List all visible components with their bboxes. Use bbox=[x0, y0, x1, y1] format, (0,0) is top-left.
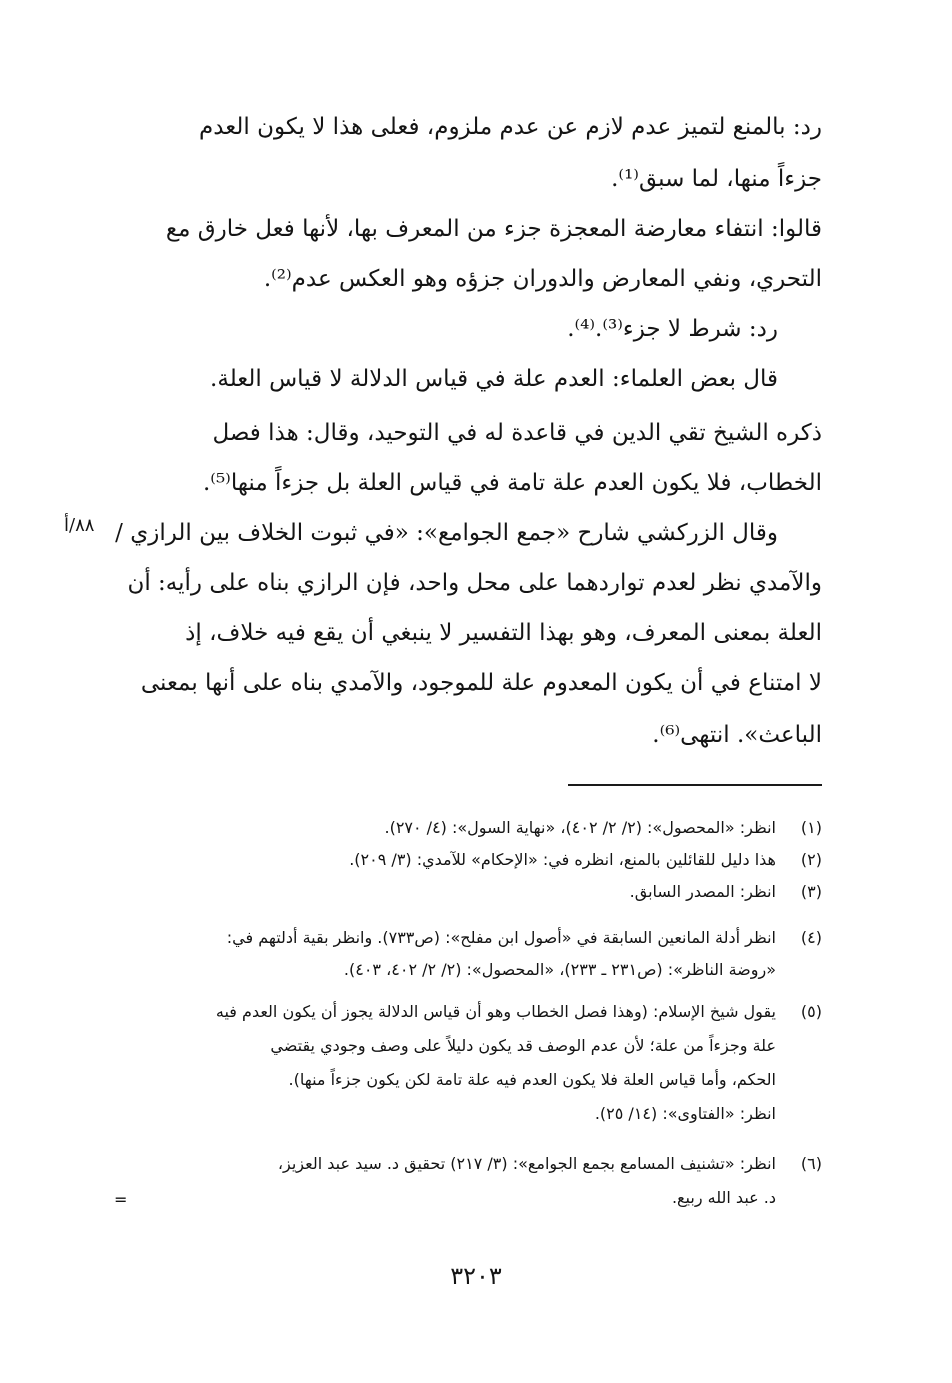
footnote-separator bbox=[568, 784, 822, 786]
text-line: الخطاب، فلا يكون العدم علة تامة في قياس العلة بل جزءاً منها⁽⁵⁾. bbox=[202, 470, 822, 496]
footnote-text: انظر: «تشنيف المسامع بجمع الجوامع»: (٣/ ٢١٧) تحقيق د. سيد عبد العزيز، bbox=[277, 1154, 776, 1173]
text-line: وقال الزركشي شارح «جمع الجوامع»: «في ثبوت الخلاف بين الرازي / bbox=[115, 520, 778, 546]
text-line: رد: بالمنع لتميز عدم لازم عن عدم ملزوم، فعلى هذا لا يكون العدم bbox=[198, 114, 822, 140]
text-line: الباعث». انتهى⁽⁶⁾. bbox=[652, 722, 822, 748]
footnote-number: (٣) bbox=[800, 882, 822, 901]
footnote-text: د. عبد الله ربيع. bbox=[671, 1188, 776, 1207]
footnote-text: علة وجزءاً من علة؛ لأن عدم الوصف قد يكون دليلاً على وصف وجودي يقتضي bbox=[270, 1036, 776, 1055]
footnote-1 bbox=[384, 812, 822, 844]
footnote-text: انظر: «الفتاوى»: (١٤/ ٢٥). bbox=[594, 1104, 776, 1123]
page-number: ٣٢٠٣ bbox=[450, 1262, 502, 1290]
footnote-number: (٢) bbox=[800, 850, 822, 869]
footnote-text: الحكم، وأما قياس العلة فلا يكون العدم فيه علة تامة لكن يكون جزءاً منها). bbox=[288, 1070, 776, 1089]
footnote-text: انظر أدلة المانعين السابقة في «أصول ابن مفلح»: (ص٧٣٣). وانظر بقية أدلتهم في: bbox=[226, 928, 776, 947]
footnote-5 bbox=[216, 996, 822, 1028]
manuscript-folio-ref: ٨٨/أ bbox=[64, 515, 95, 536]
footnote-text: انظر: «المحصول»: (٢/ ٢/ ٤٠٢)، «نهاية السول»: (٤/ ٢٧٠). bbox=[384, 818, 776, 837]
text-line: لا امتناع في أن يكون المعدوم علة للموجود، والآمدي بناه على أنها بمعنى bbox=[140, 670, 822, 696]
text-line: التحري، ونفي المعارض والدوران جزؤه وهو العكس عدم⁽²⁾. bbox=[263, 266, 822, 292]
footnote-text: هذا دليل للقائلين بالمنع، انظره في: «الإحكام» للآمدي: (٣/ ٢٠٩). bbox=[349, 850, 776, 869]
footnote-number: (٥) bbox=[800, 1002, 822, 1021]
footnote-4 bbox=[227, 922, 822, 954]
footnote-text: يقول شيخ الإسلام: (وهذا فصل الخطاب وهو أن قياس الدلالة يجوز أن يكون العدم فيه bbox=[215, 1002, 776, 1021]
footnote-text: انظر: المصدر السابق. bbox=[629, 882, 776, 901]
footnote-number: (١) bbox=[800, 818, 822, 837]
text-line: قال بعض العلماء: العدم علة في قياس الدلالة لا قياس العلة. bbox=[210, 366, 778, 392]
text-line: رد: شرط لا جزء⁽³⁾.⁽⁴⁾. bbox=[567, 316, 778, 342]
footnote-3 bbox=[630, 876, 822, 908]
text-line: والآمدي نظر لعدم تواردهما على محل واحد، فإن الرازي بناه على رأيه: أن bbox=[127, 570, 822, 596]
footnote-text: «روضة الناظر»: (ص٢٣١ ـ ٢٣٣)، «المحصول»: (٢/ ٢/ ٤٠٢، ٤٠٣). bbox=[343, 960, 776, 979]
text-line: قالوا: انتفاء معارضة المعجزة جزء من المعرف بها، لأنها فعل خارق مع bbox=[165, 216, 822, 242]
footnote-number: (٦) bbox=[800, 1154, 822, 1173]
footnote-2 bbox=[349, 844, 822, 876]
text-line: ذكره الشيخ تقي الدين في قاعدة له في التوحيد، وقال: هذا فصل bbox=[212, 420, 822, 446]
continuation-mark: = bbox=[114, 1190, 128, 1209]
footnote-6 bbox=[278, 1148, 822, 1180]
text-line: العلة بمعنى المعرف، وهو بهذا التفسير لا ينبغي أن يقع فيه خلاف، إذ bbox=[185, 620, 822, 646]
footnote-number: (٤) bbox=[800, 928, 822, 947]
text-line: جزءاً منها، لما سبق⁽¹⁾. bbox=[611, 166, 822, 192]
